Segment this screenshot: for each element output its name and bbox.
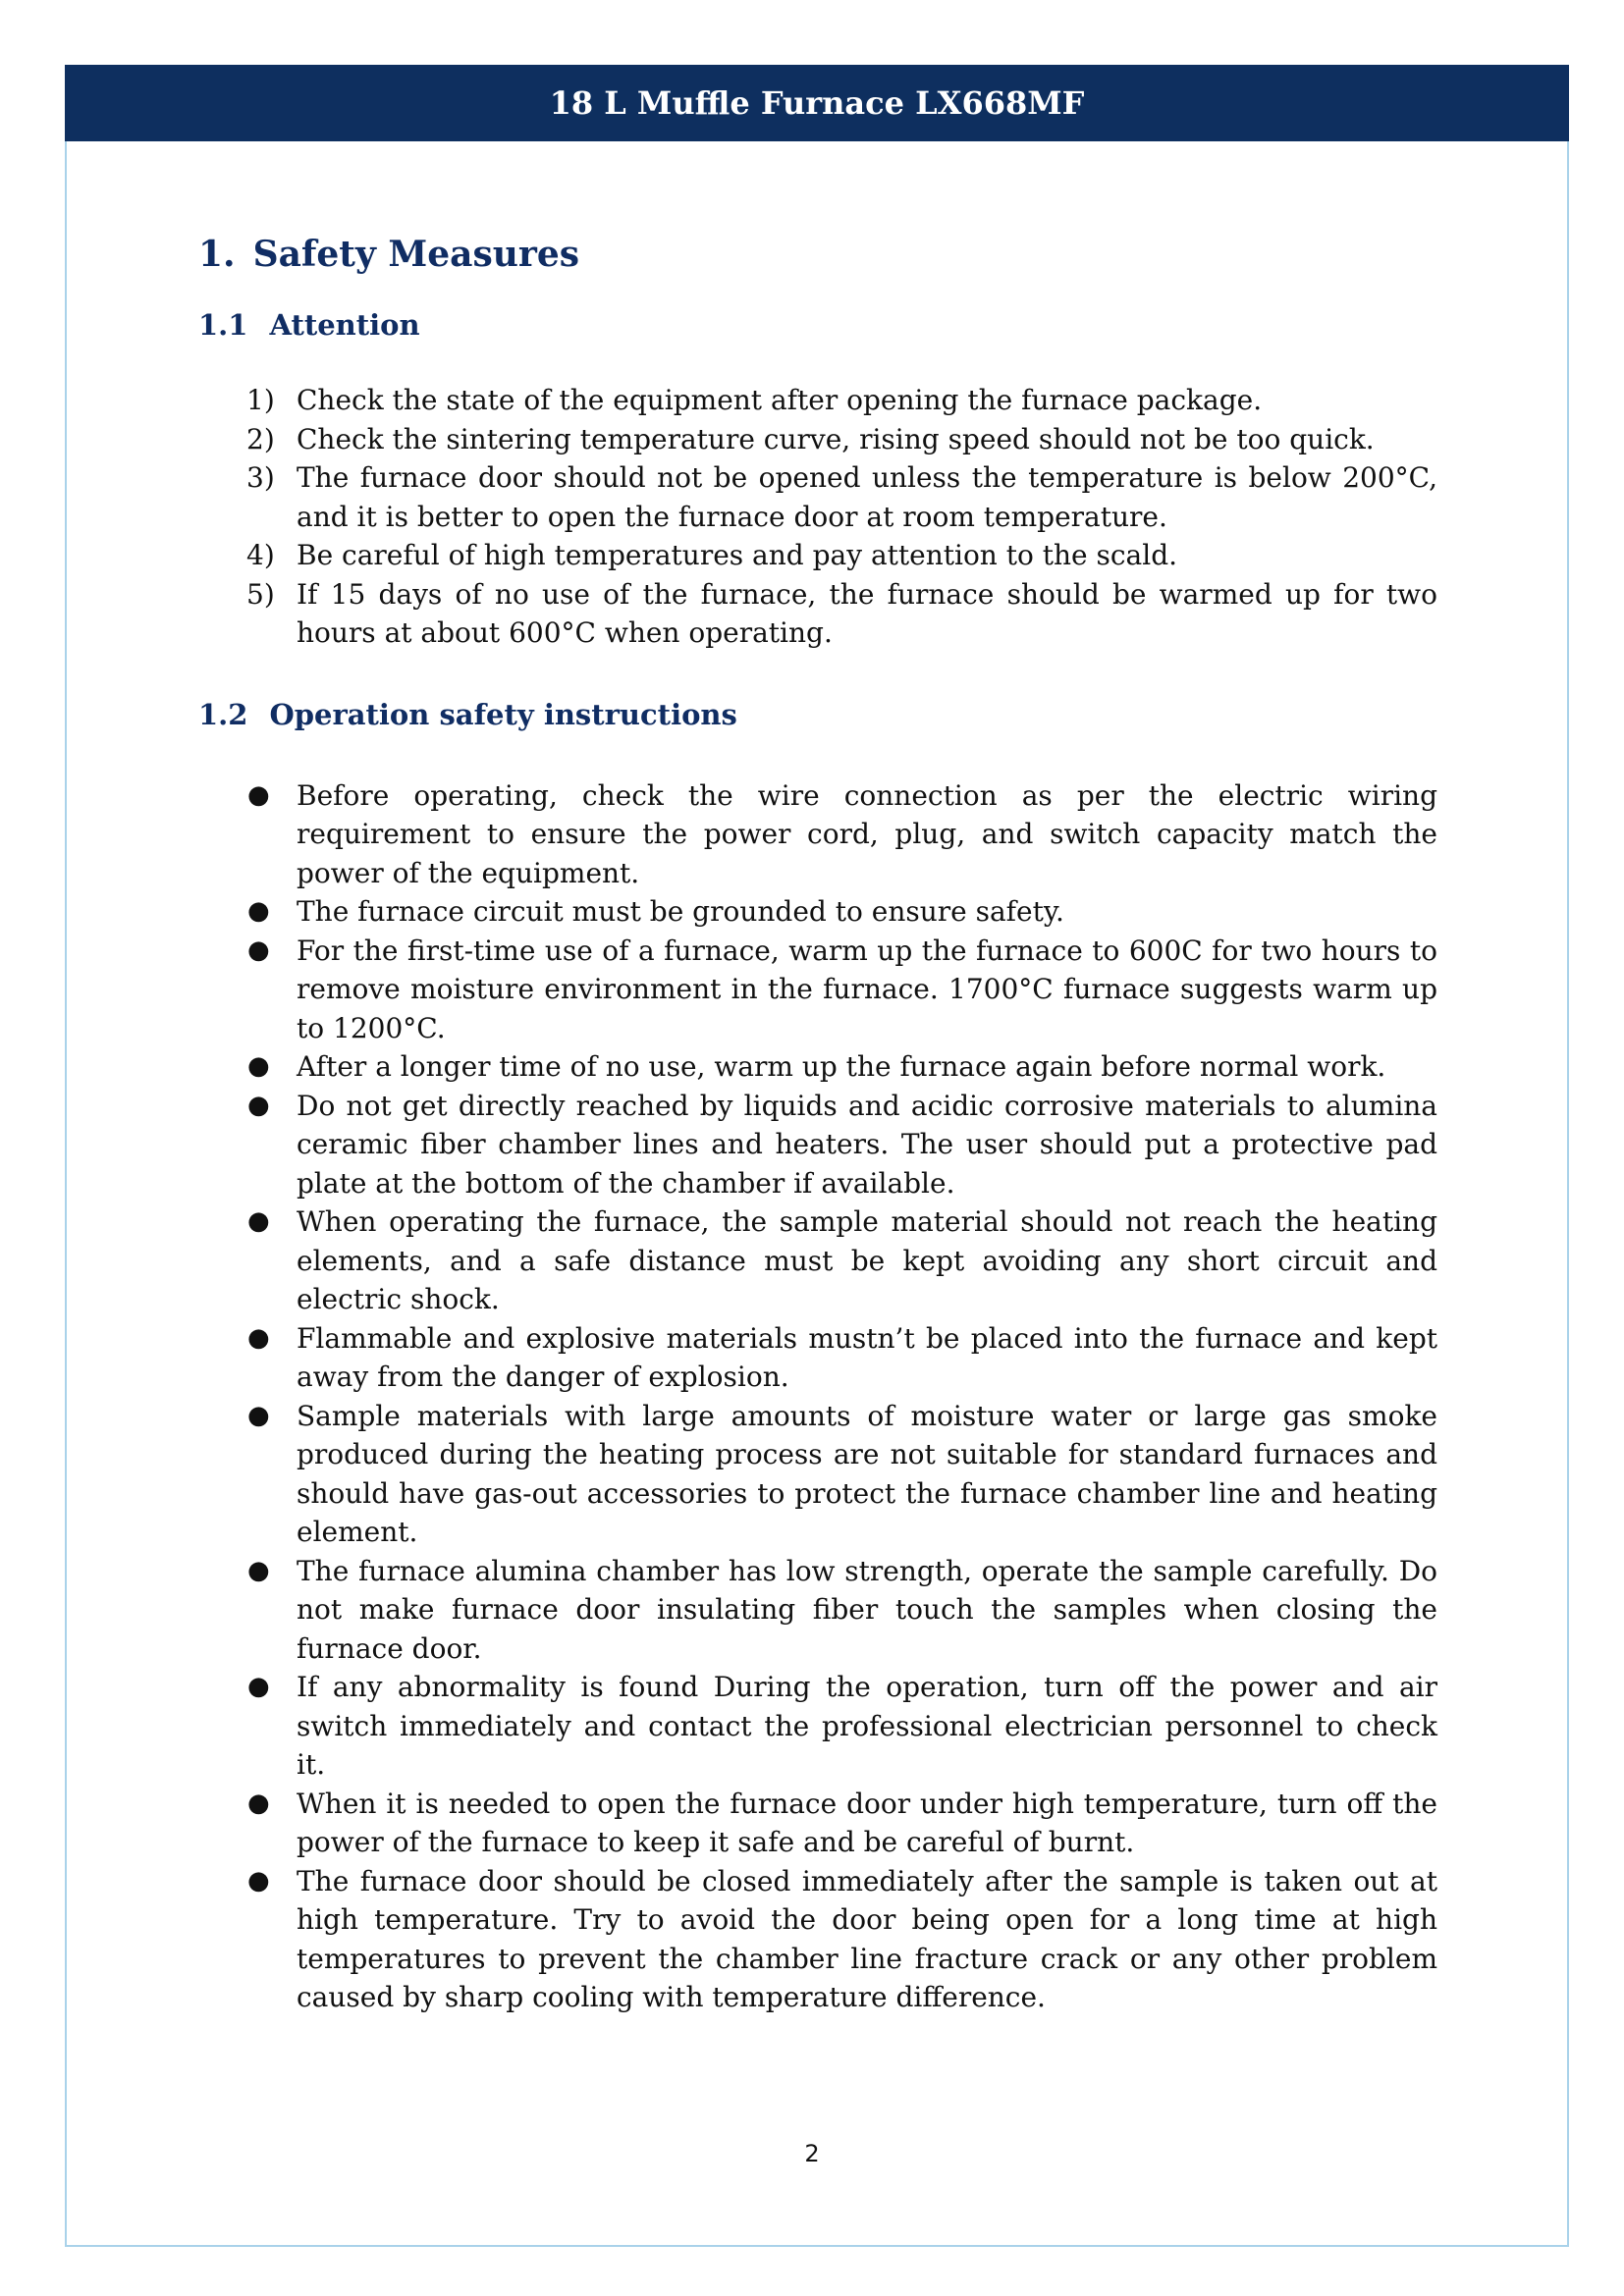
list-text: Check the sintering temperature curve, rising speed should not be too quick.: [297, 422, 1375, 455]
list-number: 2): [246, 422, 275, 455]
list-text: Flammable and explosive materials mustn’t be placed into the furnace and kept away from the danger of explosion.: [297, 1321, 1437, 1393]
page-number: 2: [804, 2140, 820, 2167]
operation-list-item: [198, 1552, 1437, 1669]
operation-list-item: [198, 892, 1437, 932]
operation-list-item: [198, 1397, 1437, 1552]
bullet-icon: ●: [247, 1206, 270, 1236]
operation-heading: [198, 698, 1437, 731]
section-title: Safety Measures: [252, 234, 580, 275]
operation-list-item: [198, 1047, 1437, 1087]
list-text: The furnace circuit must be grounded to ensure safety.: [297, 895, 1064, 928]
bullet-icon: ●: [247, 934, 270, 965]
attention-list-item: [198, 536, 1437, 575]
operation-number: 1.2: [198, 697, 248, 731]
document-title: 18 L Muffle Furnace LX668MF: [549, 84, 1085, 122]
list-text: If any abnormality is found During the operation, turn off the power and air switch immediately and contact the professional electrician personnel to check it.: [297, 1671, 1437, 1781]
bullet-icon: ●: [247, 1788, 270, 1818]
list-text: Before operating, check the wire connection as per the electric wiring requirement to ensure the power cord, plug, and switch capacity match the power of the equipment.: [297, 778, 1437, 889]
document-body: [198, 234, 1437, 2017]
list-number: 3): [246, 461, 275, 494]
list-text: After a longer time of no use, warm up the furnace again before normal work.: [297, 1050, 1386, 1083]
attention-number: 1.1: [198, 308, 248, 342]
attention-list-item: [198, 458, 1437, 536]
list-text: The furnace door should not be opened unless the temperature is below 200°C, and it is better to open the furnace door at room temperature.: [297, 461, 1437, 533]
list-text: When operating the furnace, the sample material should not reach the heating elements, and a safe distance must be kept avoiding any short circuit and electric shock.: [297, 1205, 1437, 1315]
attention-list-item: [198, 420, 1437, 459]
list-number: 1): [246, 384, 275, 416]
operation-list: [198, 776, 1437, 2017]
operation-list-item: [198, 1202, 1437, 1319]
operation-list-item: [198, 1319, 1437, 1397]
list-text: The furnace alumina chamber has low strength, operate the sample carefully. Do not make furnace door insulating fiber touch the samples when closing the furnace door.: [297, 1554, 1437, 1665]
bullet-icon: ●: [247, 779, 270, 810]
operation-list-item: [198, 932, 1437, 1048]
bullet-icon: ●: [247, 1400, 270, 1430]
operation-list-item: [198, 776, 1437, 893]
list-text: Do not get directly reached by liquids and acidic corrosive materials to alumina ceramic fiber chamber lines and heaters. The user should put a protective pad plate at the bottom of the chamber if available.: [297, 1089, 1437, 1200]
operation-list-item: [198, 1785, 1437, 1862]
list-number: 4): [246, 539, 275, 571]
operation-list-item: [198, 1668, 1437, 1785]
bullet-icon: ●: [247, 896, 270, 926]
attention-list: [198, 381, 1437, 653]
list-text: If 15 days of no use of the furnace, the furnace should be warmed up for two hours at about 600°C when operating.: [297, 577, 1437, 649]
document-header: [65, 65, 1569, 141]
bullet-icon: ●: [247, 1555, 270, 1585]
bullet-icon: ●: [247, 1672, 270, 1701]
attention-heading: [198, 308, 1437, 342]
list-text: Sample materials with large amounts of moisture water or large gas smoke produced during the heating process are not suitable for standard furnaces and should have gas-out accessories to protect the furnace chamber line and heating element.: [297, 1399, 1437, 1548]
list-text: For the first-time use of a furnace, warm up the furnace to 600C for two hours to remove moisture environment in the furnace. 1700°C furnace suggests warm up to 1200°C.: [297, 934, 1437, 1044]
bullet-icon: ●: [247, 1051, 270, 1081]
list-text: Be careful of high temperatures and pay attention to the scald.: [297, 539, 1178, 571]
bullet-icon: ●: [247, 1322, 270, 1353]
bullet-icon: ●: [247, 1090, 270, 1120]
attention-title: Attention: [269, 308, 420, 342]
list-text: Check the state of the equipment after opening the furnace package.: [297, 384, 1263, 416]
section-number: 1.: [198, 234, 236, 275]
operation-title: Operation safety instructions: [269, 697, 737, 731]
attention-list-item: [198, 575, 1437, 653]
list-text: When it is needed to open the furnace door under high temperature, turn off the power of the furnace to keep it safe and be careful of burnt.: [297, 1787, 1437, 1858]
section-heading: [198, 234, 1437, 275]
operation-list-item: [198, 1862, 1437, 2017]
list-number: 5): [246, 577, 275, 611]
list-text: The furnace door should be closed immediately after the sample is taken out at high temperature. Try to avoid the door being open for a long time at high temperatures to prevent the chamber line fracture crack or any other problem caused by sharp cooling with temperature difference.: [297, 1864, 1437, 2013]
operation-list-item: [198, 1087, 1437, 1203]
attention-list-item: [198, 381, 1437, 420]
bullet-icon: ●: [247, 1865, 270, 1896]
